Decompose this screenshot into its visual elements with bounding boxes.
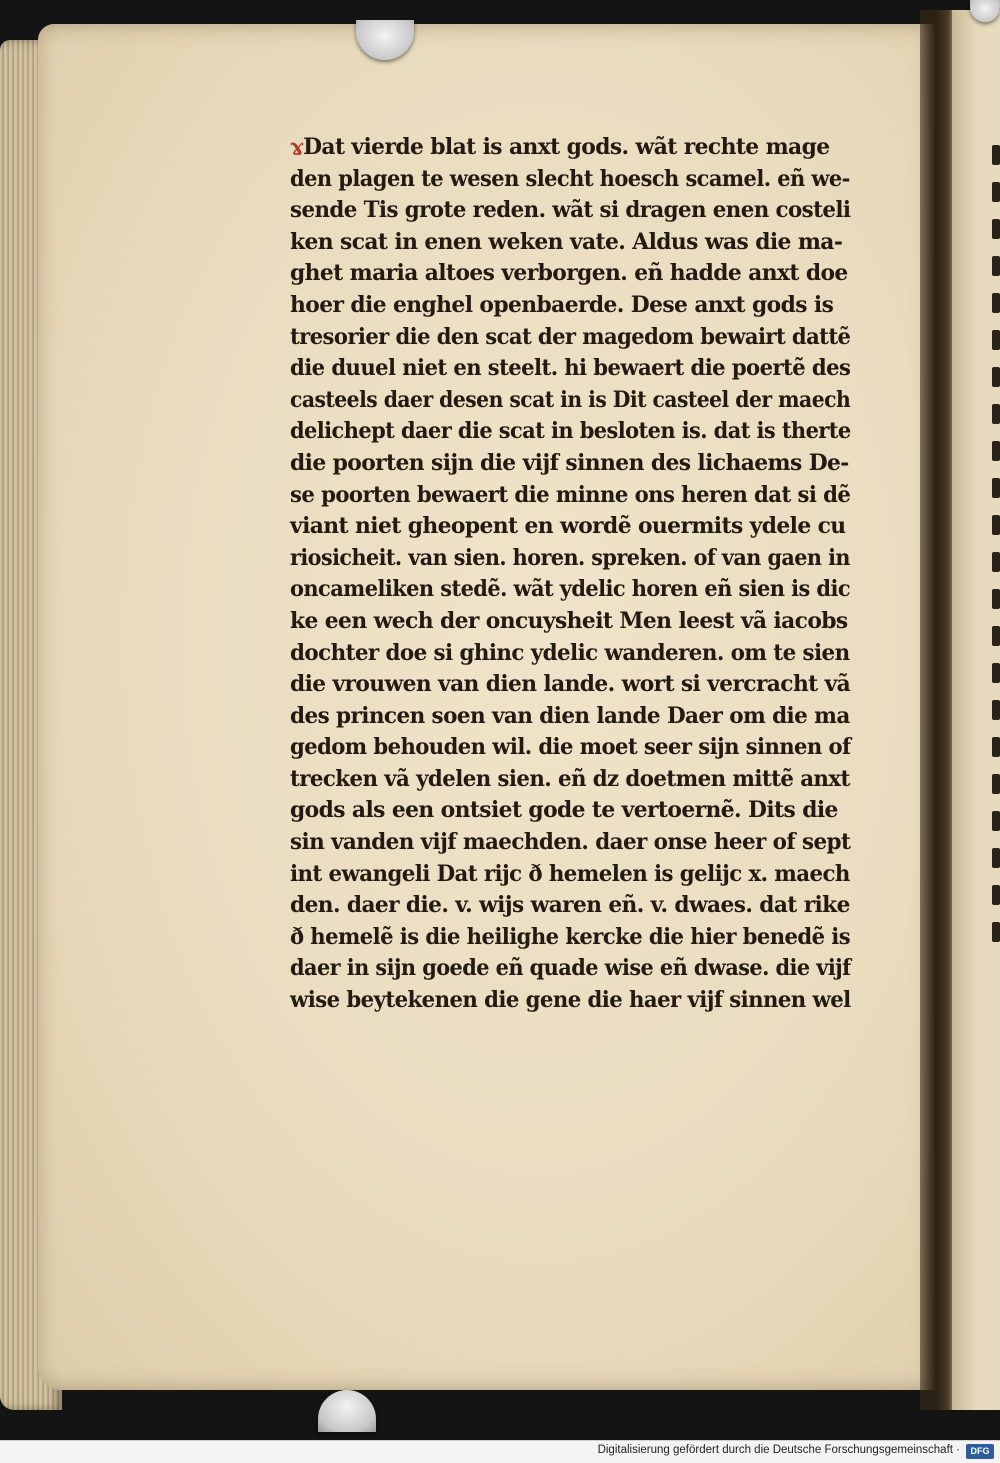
facing-page-text-fragment <box>992 478 1000 498</box>
line-text: oncameliken stedẽ. wãt ydelic horen eñ sien is dic <box>290 576 851 603</box>
facing-page-text-fragment <box>992 293 1000 313</box>
footer-bar <box>0 1440 1000 1463</box>
facing-page-text-fragment <box>992 182 1000 202</box>
text-line <box>290 132 850 164</box>
facing-page-text-fragment <box>992 700 1000 720</box>
text-line <box>290 448 850 480</box>
text-line <box>290 859 850 891</box>
facing-page-text-fragment <box>992 811 1000 831</box>
line-text: gedom behouden wil. die moet seer sijn sinnen of <box>290 734 851 761</box>
line-text: ke een wech der oncuysheit Men leest vã iacobs <box>290 607 848 634</box>
line-text: sende Tis grote reden. wãt si dragen enen costeli <box>290 197 851 224</box>
text-line <box>290 322 851 354</box>
facing-page-text-fragment <box>992 219 1000 239</box>
line-text: ð hemelẽ is die heilighe kercke die hier benedẽ is <box>290 923 851 950</box>
line-text: casteels daer desen scat in is Dit casteel der maech <box>290 386 851 413</box>
text-line <box>290 195 851 227</box>
text-column <box>290 132 855 1017</box>
dfg-logo-icon: DFG <box>966 1444 994 1459</box>
facing-page-text-fragment <box>992 367 1000 387</box>
line-text: des princen soen van dien lande Daer om die ma <box>290 702 850 729</box>
text-line <box>290 258 850 290</box>
rubric-mark: ɤ <box>290 134 304 160</box>
line-text: Dat vierde blat is anxt gods. wãt rechte mage <box>303 134 830 160</box>
line-text: die duuel niet en steelt. hi bewaert die poertẽ des <box>290 355 851 382</box>
text-line <box>290 669 851 701</box>
facing-page-text-fragment <box>992 737 1000 757</box>
text-line <box>290 227 850 259</box>
text-line <box>290 290 850 322</box>
facing-page-text-fragment <box>992 256 1000 276</box>
line-text: hoer die enghel openbaerde. Dese anxt gods is <box>290 291 834 318</box>
text-line <box>290 985 851 1017</box>
facing-page-text-fragment <box>992 885 1000 905</box>
text-line <box>290 953 851 985</box>
text-line <box>290 795 850 827</box>
text-line <box>290 732 851 764</box>
line-text: sin vanden vijf maechden. daer onse heer of sept <box>290 829 851 856</box>
line-text: die poorten sijn die vijf sinnen des lichaems De- <box>290 449 849 476</box>
text-line <box>290 890 850 922</box>
text-line <box>290 385 851 417</box>
text-line <box>290 606 850 638</box>
line-text: tresorier die den scat der magedom bewairt dattẽ <box>290 323 851 350</box>
line-text: delichept daer die scat in besloten is. dat is therte <box>290 418 851 445</box>
line-text: dochter doe si ghinc ydelic wanderen. om te sien <box>290 639 850 666</box>
text-line <box>290 164 850 196</box>
line-text: trecken vã ydelen sien. eñ dz doetmen mittẽ anxt <box>290 765 850 792</box>
text-line <box>290 543 850 575</box>
line-text: den. daer die. v. wijs waren eñ. v. dwaes. dat rike <box>290 892 850 919</box>
facing-page-edge <box>952 10 1000 1410</box>
text-line <box>290 701 850 733</box>
line-text: riosicheit. van sien. horen. spreken. of van gaen in <box>290 544 850 571</box>
line-text: wise beytekenen die gene die haer vijf sinnen wel <box>290 987 851 1014</box>
text-line <box>290 574 851 606</box>
facing-page-text-fragment <box>992 922 1000 942</box>
facing-page-text-fragment <box>992 330 1000 350</box>
line-text: ghet maria altoes verborgen. eñ hadde anxt doe <box>290 260 848 287</box>
facing-page-text-fragment <box>992 145 1000 165</box>
footer-credit: Digitalisierung gefördert durch die Deutsche Forschungsgemeinschaft · <box>597 1444 960 1456</box>
facing-page-text-fragment <box>992 404 1000 424</box>
facing-page-text-fragment <box>992 848 1000 868</box>
text-line <box>290 922 851 954</box>
text-line <box>290 638 850 670</box>
line-text: den plagen te wesen slecht hoesch scamel. eñ we- <box>290 165 850 192</box>
facing-page-text-fragment <box>992 774 1000 794</box>
line-text: se poorten bewaert die minne ons heren dat si dẽ <box>290 481 851 508</box>
text-line <box>290 480 851 512</box>
line-text: ken scat in enen weken vate. Aldus was die ma- <box>290 228 843 255</box>
text-line <box>290 353 851 385</box>
facing-page-text-fragment <box>992 552 1000 572</box>
text-line <box>290 511 850 543</box>
facing-page-text-fragment <box>992 441 1000 461</box>
text-line <box>290 764 850 796</box>
facing-page-text-fragment <box>992 589 1000 609</box>
text-line <box>290 416 851 448</box>
line-text: gods als een ontsiet gode te vertoernẽ. Dits die <box>290 797 838 824</box>
line-text: die vrouwen van dien lande. wort si vercracht vã <box>290 671 851 698</box>
line-text: daer in sijn goede eñ quade wise eñ dwase. die vijf <box>290 955 851 982</box>
facing-page-text-fragment <box>992 663 1000 683</box>
facing-page-text-fragment <box>992 515 1000 535</box>
text-line <box>290 827 851 859</box>
page-clip-bottom <box>318 1390 376 1432</box>
line-text: viant niet gheopent en wordẽ ouermits ydele cu <box>290 513 846 540</box>
line-text: int ewangeli Dat rijc ð hemelen is gelijc x. maech <box>290 860 850 887</box>
facing-page-text-fragment <box>992 626 1000 646</box>
